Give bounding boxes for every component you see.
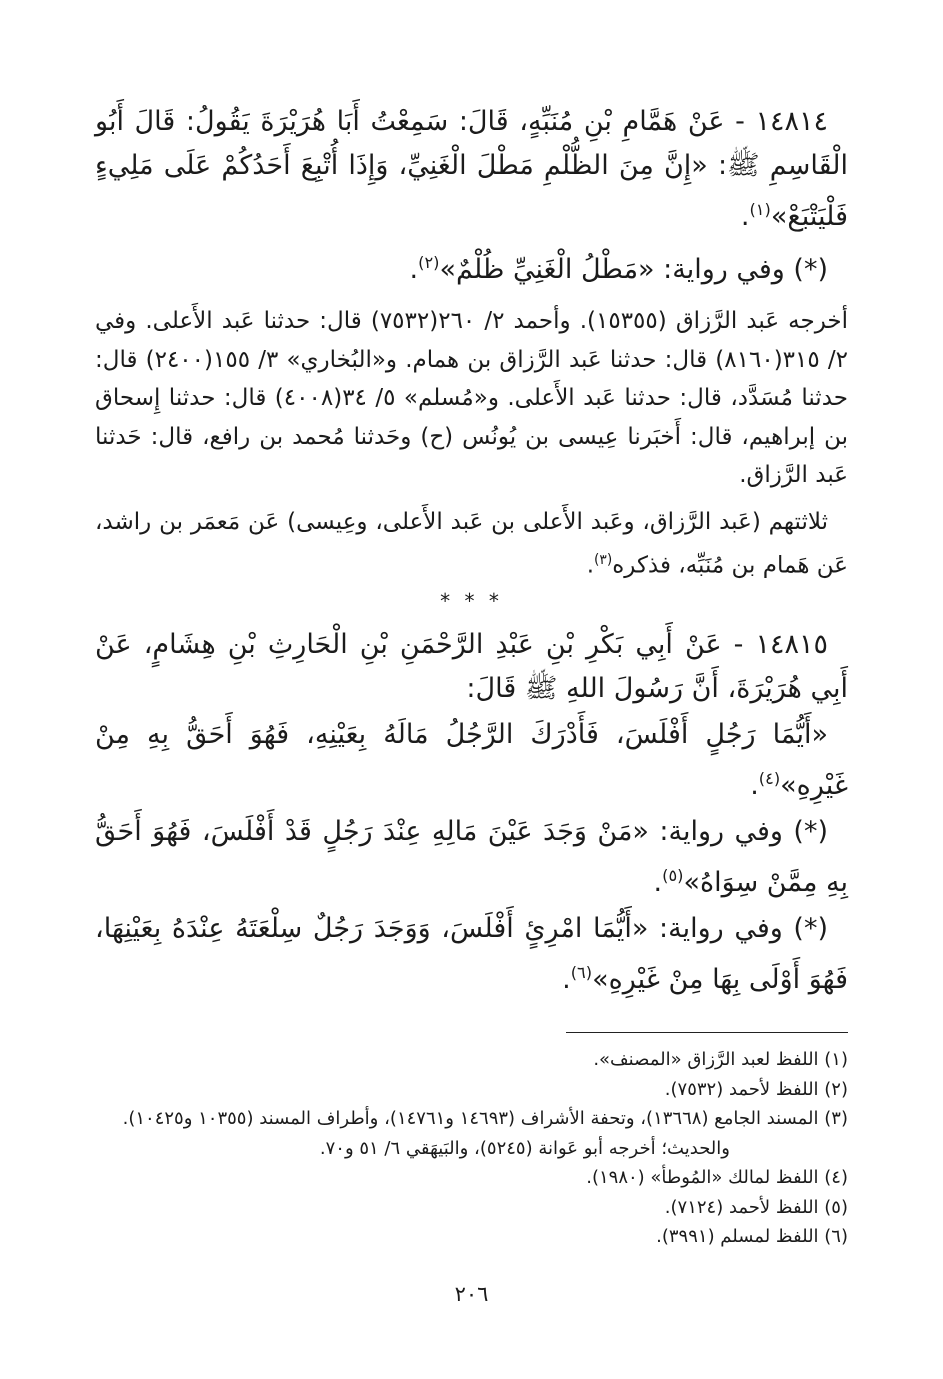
variant-text: (*) وفي رواية: «مَطْلُ الْغَنِيِّ ظُلْمٌ» [439, 254, 828, 285]
footnote-5: (٥) اللفظ لأحمد (٧١٢٤). [664, 1196, 848, 1218]
footnote-ref-5: (٥) [662, 866, 684, 886]
footnote-6: (٦) اللفظ لمسلم (٣٩٩١). [656, 1226, 848, 1248]
footnote-3: (٣) المسند الجامع (١٣٦٦٨)، وتحفة الأشراف (١٤٦٩٣ و١٤٧٦١)، وأطراف المسند (١٠٣٥٥ و١٠٤٢٥). [122, 1108, 848, 1130]
footnote-2: (٢) اللفظ لأحمد (٧٥٣٢). [664, 1078, 848, 1100]
hadith-14815-variant-2: (*) وفي رواية: «أَيُّمَا امْرِئٍ أَفْلَسَ، وَوَجَدَ رَجُلٌ سِلْعَتَهُ عِنْدَهُ بِعَيْنِهَا، فَهُوَ أَوْلَى بِهَا مِنْ غَيْرِهِ»$^{(٦)}$. [95, 913, 848, 996]
main-text [95, 100, 848, 1002]
section-separator: * * * [440, 589, 503, 614]
hadith-14815-line1: ١٤٨١٥ - عَنْ أَبِي بَكْرِ بْنِ عَبْدِ الرَّحْمَنِ بْنِ الْحَارِثِ بْنِ هِشَامٍ، عَنْ أَبِي هُرَيْرَةَ، أَنَّ رَسُولَ اللهِ ﷺ قَالَ: [95, 629, 848, 705]
footnote-ref-1: (١) [749, 200, 771, 219]
hadith-14815-text [95, 623, 848, 711]
variant-text: (*) وفي رواية: «أَيُّمَا امْرِئٍ أَفْلَسَ، وَوَجَدَ رَجُلٌ سِلْعَتَهُ عِنْدَهُ بِعَيْنِهَا، فَهُوَ أَوْلَى بِهَا مِنْ غَيْرِهِ» [95, 913, 848, 996]
takhrij-14814: أخرجه عَبد الرَّزاق (١٥٣٥٥). وأحمد ٢/ ٢٦٠(٧٥٣٢) قال: حدثنا عَبد الأَعلى. وفي ٢/ ٣١٥(٨١٦٠) قال: حدثنا عَبد الرَّزاق بن همام. و«البُخاري» ٣/ ١٥٥(٢٤٠٠) قال: حدثنا مُسَدَّد، قال: حدثنا عَبد الأَعلى. و«مُسلم» ٥/ ٣٤(٤٠٠٨) قال: حدثنا إِسحاق بن إبراهيم، قال: أَخبَرنا عِيسى بن يُونُس (ح) وحَدثنا مُحمد بن رافع، قال: حَدثنا عَبد الرَّزاق. [95, 308, 849, 488]
hadith-14814-text: ١٤٨١٤ - عَنْ هَمَّامِ بْنِ مُنَبِّهٍ، قَالَ: سَمِعْتُ أَبَا هُرَيْرَةَ يَقُولُ: قَالَ أَبُو الْقَاسِمِ ﷺ: «إِنَّ مِنَ الظُّلْمِ مَطْلَ الْغَنِيِّ، وَإِذَا أُتْبِعَ أَحَدُكُمْ عَلَى مَلِيءٍ فَلْيَتْبَعْ»$^{(١)}$. [95, 106, 848, 232]
footnote-ref-3: (٣) [594, 552, 613, 568]
isnad-14814: ثلاثتهم (عَبد الرَّزاق، وعَبد الأَعلى بن عَبد الأَعلى، وعِيسى) عَن مَعمَر بن راشد، عَن هَمام بن مُنَبِّه، فذكره$^{(٣)}$. [95, 508, 848, 579]
footnote-3-continuation: والحديث؛ أخرجه أبو عَوانة (٥٢٤٥)، والبَيهَقي ٦/ ٥١ و٧٠. [319, 1137, 730, 1159]
footnotes [95, 1045, 848, 1252]
hadith-14814-variant: (*) وفي رواية: «مَطْلُ الْغَنِيِّ ظُلْمٌ»$^{(٢)}$. [409, 253, 828, 285]
hadith-14814-line1: ١٤٨١٤ - عَنْ هَمَّامِ بْنِ مُنَبِّهٍ، قَالَ: سَمِعْتُ أَبَا هُرَيْرَةَ يَقُولُ: قَالَ أَبُو الْقَاسِمِ ﷺ: [95, 106, 848, 181]
footnote-4: (٤) اللفظ لمالك «المُوطأ» (١٩٨٠). [586, 1167, 848, 1189]
footnote-ref-4: (٤) [758, 769, 781, 789]
footnote-ref-2: (٢) [418, 253, 440, 272]
hadith-14814-matn: «إِنَّ مِنَ الظُّلْمِ مَطْلَ الْغَنِيِّ، وَإِذَا أُتْبِعَ أَحَدُكُمْ عَلَى مَلِيءٍ فَلْيَتْبَعْ» [95, 150, 848, 232]
isnad-text: ثلاثتهم (عَبد الرَّزاق، وعَبد الأَعلى بن عَبد الأَعلى، وعِيسى) عَن مَعمَر بن راشد، عَن هَمام بن مُنَبِّه، فذكره [95, 508, 848, 579]
footnote-separator [566, 1032, 848, 1033]
hadith-14815-matn: «أَيُّمَا رَجُلٍ أَفْلَسَ، فَأَدْرَكَ الرَّجُلُ مَالَهُ بِعَيْنِهِ، فَهُوَ أَحَقُّ بِهِ مِنْ غَيْرِهِ»$^{(٤)}$. [95, 719, 848, 802]
variant-text: (*) وفي رواية: «مَنْ وَجَدَ عَيْنَ مَالِهِ عِنْدَ رَجُلٍ قَدْ أَفْلَسَ، فَهُوَ أَحَقُّ بِهِ مِمَّنْ سِوَاهُ» [95, 816, 848, 899]
matn-text: «أَيُّمَا رَجُلٍ أَفْلَسَ، فَأَدْرَكَ الرَّجُلُ مَالَهُ بِعَيْنِهِ، فَهُوَ أَحَقُّ بِهِ مِنْ غَيْرِهِ» [95, 719, 848, 802]
page-number: ٢٠٦ [454, 1282, 489, 1306]
footnote-ref-6: (٦) [570, 963, 593, 983]
footnote-1: (١) اللفظ لعبد الرَّزاق «المصنف». [593, 1049, 848, 1071]
hadith-14815-variant-1: (*) وفي رواية: «مَنْ وَجَدَ عَيْنَ مَالِهِ عِنْدَ رَجُلٍ قَدْ أَفْلَسَ، فَهُوَ أَحَقُّ بِهِ مِمَّنْ سِوَاهُ»$^{(٥)}$. [95, 816, 848, 899]
